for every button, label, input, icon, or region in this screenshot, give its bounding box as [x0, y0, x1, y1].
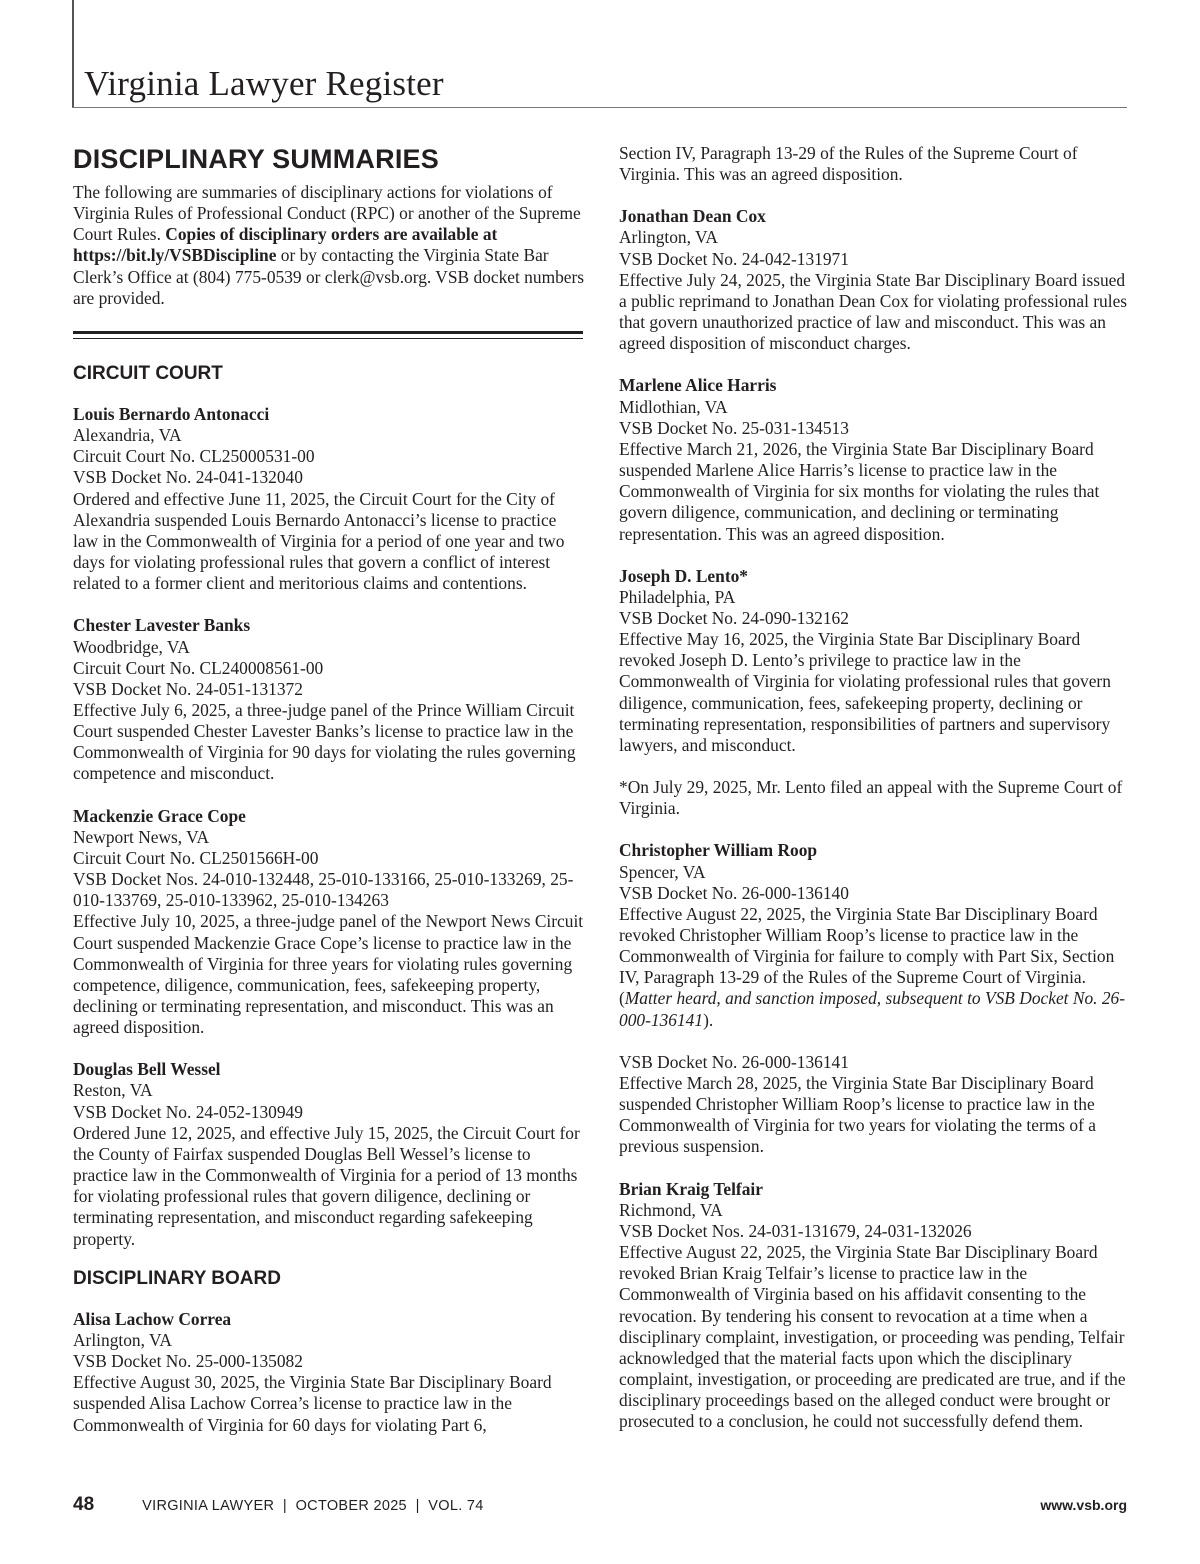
section-divider — [73, 331, 583, 339]
entry-location: Arlington, VA — [619, 227, 718, 248]
entry-location: Philadelphia, PA — [619, 586, 736, 607]
header-vertical-rule — [72, 0, 74, 108]
right-column — [619, 143, 1131, 1432]
entry-summary — [619, 904, 1131, 1031]
entry-summary-continued: Section IV, Paragraph 13-29 of the Rules of the Supreme Court of Virginia. This was an agreed disposition. — [619, 143, 1078, 185]
entry-location: Woodbridge, VA — [73, 636, 190, 657]
entry-docket: VSB Docket No. 24-051-131372 — [73, 678, 303, 699]
entry-name: Mackenzie Grace Cope — [73, 805, 246, 826]
entry-docket: VSB Docket No. 25-000-135082 — [73, 1351, 303, 1372]
entry-summary: Effective July 24, 2025, the Virginia State Bar Disciplinary Board issued a public reprimand to Jonathan Dean Cox for violating professional rules that govern unauthorized practice of law and misconduct. This was an agreed disposition of misconduct charges. — [619, 269, 1128, 354]
entry-summary: Effective March 21, 2026, the Virginia State Bar Disciplinary Board suspended Marlene Alice Harris’s license to practice law in the Commonwealth of Virginia for six months for violating the rules that govern diligence, communication, and declining or terminating representation. This was an agreed disposition. — [619, 438, 1100, 544]
entry-summary-text: Effective August 22, 2025, the Virginia State Bar Disciplinary Board revoked Christopher William Roop’s license to practice law in the Commonwealth of Virginia for failure to comply with Part Six, Section IV, Paragraph 13-29 of the Rules of the Supreme Court of Virginia. ( — [619, 903, 1115, 1009]
entry-name: Marlene Alice Harris — [619, 375, 777, 396]
entry-summary: Effective July 10, 2025, a three-judge panel of the Newport News Circuit Court suspended Mackenzie Grace Cope’s license to practice law in the Commonwealth of Virginia for three years for violating rules governing competence, diligence, communication, fees, safekeeping property, declining or terminating representation, and misconduct. This was an agreed disposition. — [73, 911, 584, 1038]
entry-docket: VSB Docket No. 26-000-136140 — [619, 882, 849, 903]
publication-info: VIRGINIA LAWYER | OCTOBER 2025 | VOL. 74 — [142, 1498, 484, 1514]
entry-summary: Ordered June 12, 2025, and effective July 15, 2025, the Circuit Court for the County of Fairfax suspended Douglas Bell Wessel’s license to practice law in the Commonwealth of Virginia for a period of 13 months for violating professional rules that govern diligence, declining or terminating representation, and misconduct regarding safekeeping property. — [73, 1122, 580, 1249]
entry-location: Reston, VA — [73, 1080, 153, 1101]
entry-docket: VSB Docket Nos. 24-010-132448, 25-010-133166, 25-010-133269, 25-010-133769, 25-010-133962, 25-010-134263 — [73, 869, 574, 911]
section-heading-circuit-court: CIRCUIT COURT — [73, 362, 223, 384]
entry-telfair — [619, 1179, 1131, 1433]
entry-wessel — [73, 1059, 585, 1249]
entry-docket: VSB Docket No. 24-041-132040 — [73, 467, 303, 488]
entry-docket: VSB Docket No. 26-000-136141 — [619, 1051, 849, 1072]
left-column — [73, 143, 585, 1436]
entry-location: Richmond, VA — [619, 1199, 723, 1220]
entry-docket: VSB Docket Nos. 24-031-131679, 24-031-132026 — [619, 1220, 972, 1241]
entry-cope — [73, 806, 585, 1039]
entry-roop — [619, 840, 1131, 1157]
intro-text-a: The following are summaries of disciplinary actions for violations of Virginia Rules of Professional Conduct (RPC) or another of the Supreme Court Rules. — [73, 182, 581, 245]
entry-name: Brian Kraig Telfair — [619, 1178, 763, 1199]
masthead-title: Virginia Lawyer Register — [84, 64, 444, 103]
intro-text-b: or by contacting the Virginia State Bar Clerk’s Office at (804) 775-0539 or clerk@vsb.org. VSB docket numbers are provided. — [73, 245, 585, 308]
entry-docket: VSB Docket No. 24-090-132162 — [619, 607, 849, 628]
footer-left — [73, 1494, 484, 1517]
entry-location: Newport News, VA — [73, 826, 210, 847]
entry-cox — [619, 206, 1131, 354]
entry-name: Chester Lavester Banks — [73, 615, 251, 636]
entry-summary: Effective July 6, 2025, a three-judge panel of the Prince William Circuit Court suspended Chester Lavester Banks’s license to practice law in the Commonwealth of Virginia for 90 days for violating the rules governing competence and misconduct. — [73, 699, 576, 784]
entry-summary: Effective May 16, 2025, the Virginia State Bar Disciplinary Board revoked Joseph D. Lento’s privilege to practice law in the Commonwealth of Virginia for violating professional rules that govern diligence, communication, fees, safekeeping property, declining or terminating representation, responsibilities of partners and supervisory lawyers, and misconduct. — [619, 629, 1111, 755]
entry-summary: Effective March 28, 2025, the Virginia State Bar Disciplinary Board suspended Christopher William Roop’s license to practice law in the Commonwealth of Virginia for two years for violating the terms of a previous suspension. — [619, 1072, 1096, 1157]
entry-harris — [619, 375, 1131, 544]
entry-summary: Effective August 22, 2025, the Virginia State Bar Disciplinary Board revoked Brian Kraig Telfair’s license to practice law in the Commonwealth of Virginia based on his affidavit consenting to the revocation. By tendering his consent to revocation at a time when a disciplinary complaint, investigation, or proceeding was pending, Telfair acknowledged that the material facts upon which the disciplinary complaint, investigation, or proceeding are predicated are true, and if the disciplinary proceedings based on the alleged conduct were brought or prosecuted to a conclusion, he could not successfully defend them. — [619, 1242, 1126, 1432]
section-heading-disciplinary-board: DISCIPLINARY BOARD — [73, 1267, 281, 1289]
entry-antonacci — [73, 404, 585, 594]
entry-name: Jonathan Dean Cox — [619, 206, 766, 227]
entry-name: Douglas Bell Wessel — [73, 1059, 221, 1080]
entry-location: Arlington, VA — [73, 1329, 172, 1350]
entry-name: Joseph D. Lento* — [619, 565, 748, 586]
entry-lento — [619, 566, 1131, 820]
intro-paragraph — [73, 182, 585, 309]
entry-correa — [73, 1309, 585, 1436]
entry-court-number: Circuit Court No. CL2501566H-00 — [73, 847, 319, 868]
entry-docket: VSB Docket No. 24-042-131971 — [619, 248, 849, 269]
entry-banks — [73, 615, 585, 784]
footer-website[interactable]: www.vsb.org — [1040, 1497, 1127, 1513]
entry-court-number: Circuit Court No. CL240008561-00 — [73, 657, 324, 678]
entry-summary-end: ). — [703, 1009, 714, 1030]
entry-footnote: *On July 29, 2025, Mr. Lento filed an appeal with the Supreme Court of Virginia. — [619, 777, 1123, 819]
entry-docket: VSB Docket No. 25-031-134513 — [619, 417, 849, 438]
entry-summary-italic: Matter heard, and sanction imposed, subsequent to VSB Docket No. 26-000-136141 — [619, 988, 1126, 1030]
intro-link-text[interactable]: Copies of disciplinary orders are available at https://bit.ly/VSBDiscipline — [73, 224, 498, 266]
entry-name: Christopher William Roop — [619, 840, 818, 861]
spacer — [619, 1031, 1131, 1052]
entry-summary: Ordered and effective June 11, 2025, the Circuit Court for the City of Alexandria suspended Louis Bernardo Antonacci’s license to practice law in the Commonwealth of Virginia for a period of one year and two days for violating professional rules that govern a conflict of interest related to a former client and meritorious claims and contentions. — [73, 488, 565, 594]
entry-court-number: Circuit Court No. CL25000531-00 — [73, 446, 315, 467]
entry-location: Alexandria, VA — [73, 425, 182, 446]
entry-name: Alisa Lachow Correa — [73, 1308, 232, 1329]
entry-location: Midlothian, VA — [619, 396, 728, 417]
entry-docket: VSB Docket No. 24-052-130949 — [73, 1101, 303, 1122]
entry-name: Louis Bernardo Antonacci — [73, 403, 270, 424]
spacer — [619, 756, 1131, 777]
header-horizontal-rule — [72, 107, 1127, 108]
entry-location: Spencer, VA — [619, 861, 706, 882]
page-number: 48 — [73, 1494, 95, 1515]
page-title: DISCIPLINARY SUMMARIES — [73, 144, 439, 174]
entry-summary: Effective August 30, 2025, the Virginia State Bar Disciplinary Board suspended Alisa Lachow Correa’s license to practice law in the Commonwealth of Virginia for 60 days for violating Part 6, — [73, 1372, 552, 1435]
entry-correa-continued — [619, 143, 1131, 185]
